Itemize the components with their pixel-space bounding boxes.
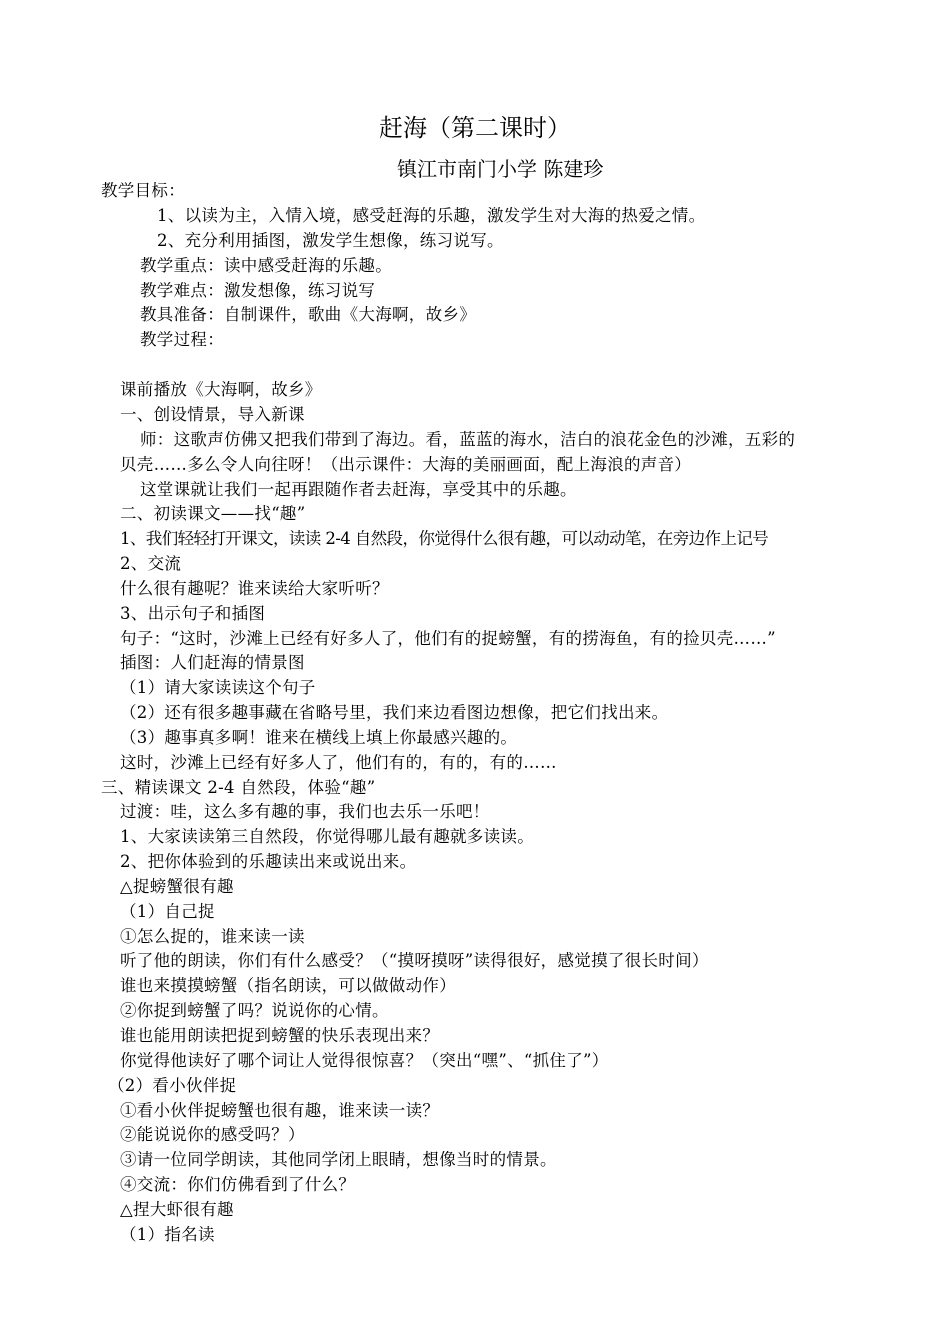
- text-line: △捉螃蟹很有趣: [120, 877, 234, 896]
- text-line: ①怎么捉的，谁来读一读: [120, 927, 305, 946]
- author-line: 镇江市南门小学 陈建珍: [397, 157, 604, 181]
- text-line: ①看小伙伴捉螃蟹也很有趣，谁来读一读？: [120, 1101, 440, 1120]
- text-line: ③请一位同学朗读，其他同学闭上眼睛，想像当时的情景。: [120, 1150, 557, 1169]
- text-line: 师：这歌声仿佛又把我们带到了海边。看，蓝蓝的海水，洁白的浪花金色的沙滩，五彩的: [140, 430, 796, 449]
- text-line: （2）还有很多趣事藏在省略号里，我们来边看图边想像，把它们找出来。: [120, 703, 669, 722]
- text-line: 教学难点：激发想像，练习说写: [140, 281, 376, 300]
- text-line: 这时，沙滩上已经有好多人了，他们有的，有的，有的……: [120, 753, 557, 772]
- text-line: △捏大虾很有趣: [120, 1200, 234, 1219]
- text-line: 过渡：哇，这么多有趣的事，我们也去乐一乐吧！: [120, 802, 490, 821]
- text-line: 插图：人们赶海的情景图: [120, 653, 305, 672]
- text-line: 1、以读为主，入情入境，感受赶海的乐趣，激发学生对大海的热爱之情。: [157, 206, 706, 225]
- text-line: 课前播放《大海啊，故乡》: [120, 380, 322, 399]
- text-line: （2）看小伙伴捉: [108, 1076, 237, 1095]
- text-line: 教学目标：: [101, 181, 185, 200]
- page-title: 赶海（第二课时）: [379, 114, 571, 142]
- text-line: 谁也来摸摸螃蟹（指名朗读，可以做做动作）: [120, 976, 456, 995]
- text-line: ②你捉到螃蟹了吗？说说你的心情。: [120, 1001, 389, 1020]
- text-line: （1）自己捉: [120, 902, 215, 921]
- text-line: 2、充分利用插图，激发学生想像，练习说写。: [157, 231, 504, 250]
- text-line: 听了他的朗读，你们有什么感受？（“摸呀摸呀”读得很好，感觉摸了很长时间）: [120, 951, 709, 970]
- text-line: ④交流：你们仿佛看到了什么？: [120, 1175, 356, 1194]
- text-line: 贝壳……多么令人向往呀！（出示课件：大海的美丽画面，配上海浪的声音）: [120, 455, 692, 474]
- text-line: （3）趣事真多啊！谁来在横线上填上你最感兴趣的。: [120, 728, 518, 747]
- text-line: （1）指名读: [120, 1225, 215, 1244]
- text-line: 这堂课就让我们一起再跟随作者去赶海，享受其中的乐趣。: [140, 480, 577, 499]
- text-line: 2、交流: [120, 554, 182, 573]
- text-line: 你觉得他读好了哪个词让人觉得很惊喜？（突出“嘿”、“抓住了”）: [120, 1051, 609, 1070]
- text-line: 教具准备：自制课件，歌曲《大海啊，故乡》: [140, 305, 476, 324]
- text-line: 教学重点：读中感受赶海的乐趣。: [140, 256, 392, 275]
- text-line: 句子：“这时，沙滩上已经有好多人了，他们有的捉螃蟹，有的捞海鱼，有的捡贝壳……”: [120, 629, 776, 648]
- text-line: 什么很有趣呢？谁来读给大家听听？: [120, 579, 389, 598]
- text-line: 3、出示句子和插图: [120, 604, 266, 623]
- text-line: 1、我们轻轻打开课文，读读 2-4 自然段，你觉得什么很有趣，可以动动笔，在旁边作上记号: [120, 529, 769, 548]
- text-line: 2、把你体验到的乐趣读出来或说出来。: [120, 852, 417, 871]
- text-line: （1）请大家读读这个句子: [120, 678, 316, 697]
- text-line: 一、创设情景，导入新课: [120, 405, 305, 424]
- text-line: 1、大家读读第三自然段，你觉得哪儿最有趣就多读读。: [120, 827, 534, 846]
- text-line: 谁也能用朗读把捉到螃蟹的快乐表现出来？: [120, 1026, 440, 1045]
- text-line: 教学过程：: [140, 330, 224, 349]
- text-line: ②能说说你的感受吗？）: [120, 1125, 305, 1144]
- text-line: 二、初读课文——找“趣”: [120, 504, 306, 523]
- text-line: 三、精读课文 2-4 自然段，体验“趣”: [101, 778, 376, 797]
